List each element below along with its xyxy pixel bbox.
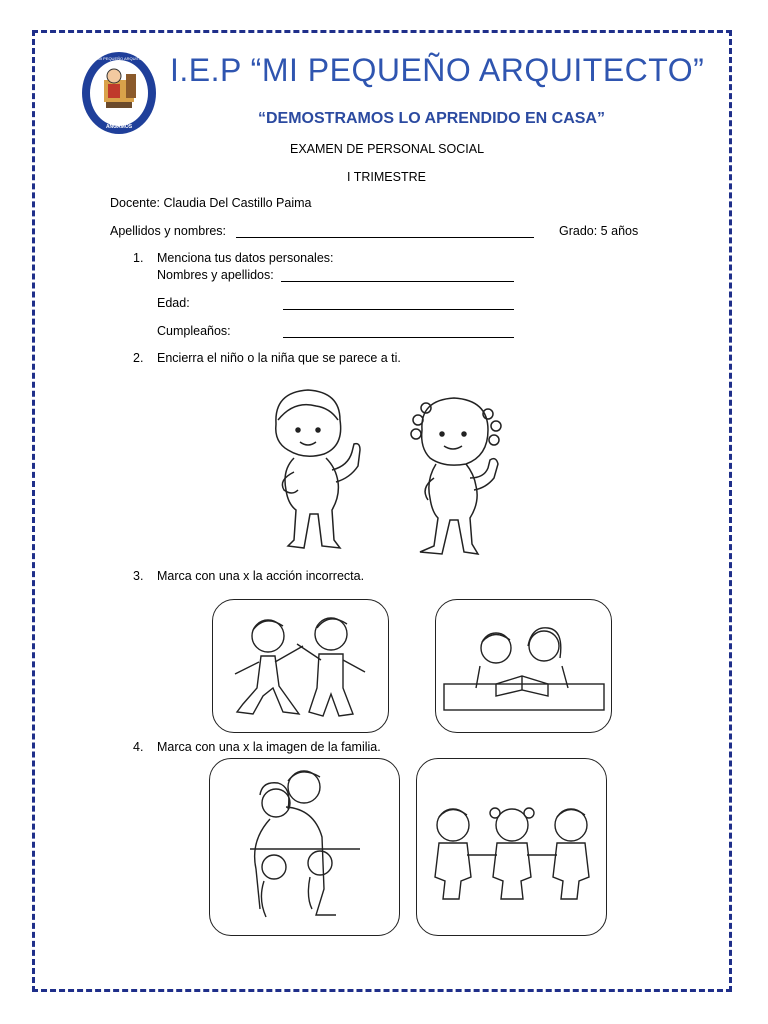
teacher-line: Docente: Claudia Del Castillo Paima [110,196,312,210]
student-name-blank[interactable] [236,226,534,238]
incorrect-action-image-fighting[interactable] [212,599,389,733]
question-2-text: Encierra el niño o la niña que se parece a ti. [157,351,401,365]
student-name-label: Apellidos y nombres: [110,224,227,238]
question-3-text: Marca con una x la acción incorrecta. [157,569,365,583]
names-field-blank[interactable] [281,270,514,282]
motto: “DEMOSTRAMOS LO APRENDIDO EN CASA” [258,110,605,127]
student-name-row [110,224,226,238]
correct-action-image-reading[interactable] [435,599,612,733]
names-field-label: Nombres y apellidos: [157,268,274,282]
question-1-number: 1. [133,251,144,265]
grade-label: Grado: 5 años [559,224,639,238]
question-2-number: 2. [133,351,144,365]
question-4-text: Marca con una x la imagen de la familia. [157,740,381,754]
age-field-blank[interactable] [283,298,514,310]
question-4-number: 4. [133,740,144,754]
family-image[interactable] [209,758,400,936]
birthday-field-label: Cumpleaños: [157,324,231,338]
friends-image[interactable] [416,758,607,936]
birthday-field-blank[interactable] [283,326,514,338]
school-title: I.E.P “MI PEQUEÑO ARQUITECTO” [170,52,705,88]
logo-text-top: I.E.P "MI PEQUEÑO ARQUITECTO" [86,56,152,61]
question-1-text: Menciona tus datos personales: [157,251,334,265]
boy-illustration[interactable] [264,386,374,558]
logo-text-bottom: ANGAMOS [105,124,133,130]
age-field-label: Edad: [157,296,190,310]
exam-name: EXAMEN DE PERSONAL SOCIAL [290,142,485,156]
exam-term: I TRIMESTRE [347,170,426,184]
question-3-number: 3. [133,569,144,583]
girl-illustration[interactable] [406,394,506,560]
